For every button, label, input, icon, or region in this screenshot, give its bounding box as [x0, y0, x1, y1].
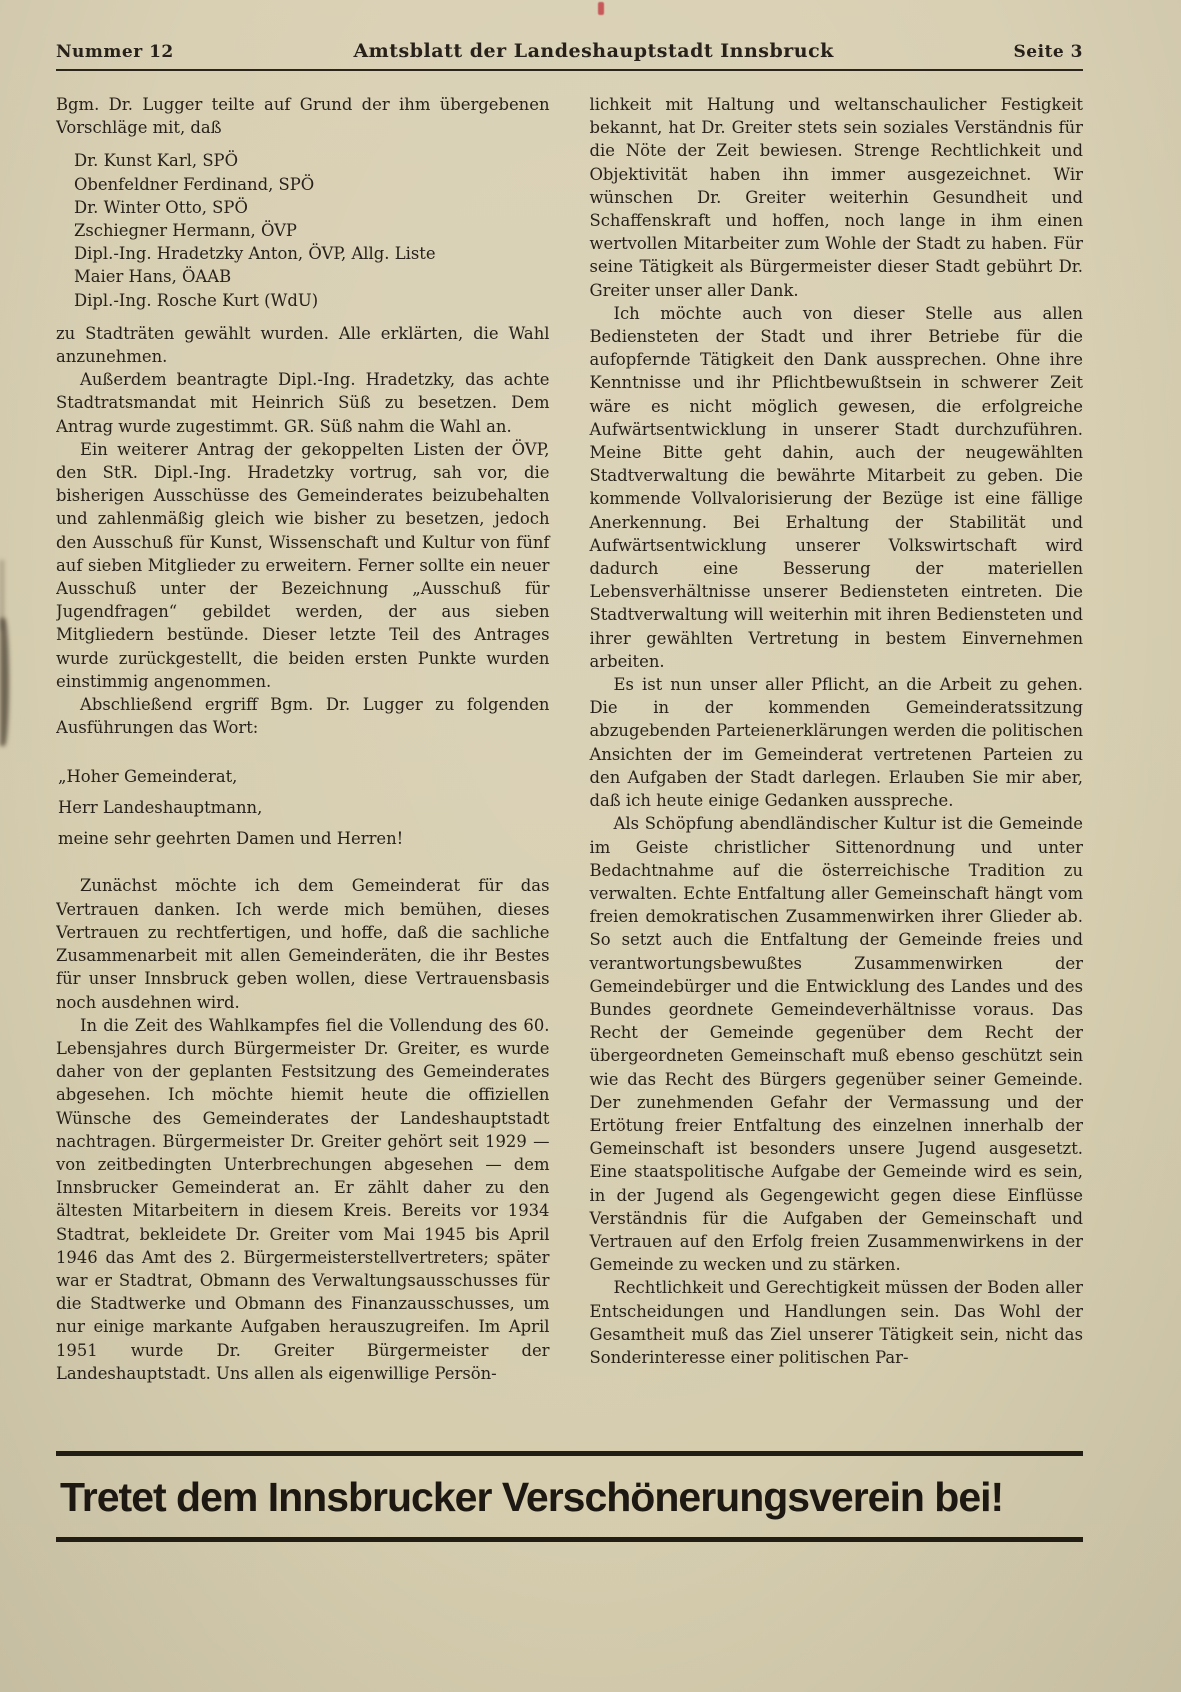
text-line: „Hoher Gemeinderat, — [58, 767, 238, 787]
text-line: Obenfeldner Ferdinand, SPÖ — [74, 174, 315, 194]
paragraph: Als Schöpfung abendländischer Kultur ist die Gemeinde im Geiste christlicher Sittenordnung und unter Bedachtnahme auf die österreichische Tradition zu verwalten. Echte Entfaltung aller Gemeinschaft hängt vom freien demokratischen Zusammenwirken ihrer Glieder ab. So setzt auch die Entfaltung der Gemeinde freies und verantwortungsbewußtes Zusammenwirken der Gemeindebürger und die Entwicklung des Landes und des Bundes geordnete Gemeindeverhältnisse voraus. Das Recht der Gemeinde gegenüber dem Recht der übergeordneten Gemeinschaft muß ebenso geschützt sein wie das Recht des Bürgers gegenüber seiner Gemeinde. Der zunehmenden Gefahr der Vermassung und der Ertötung freier Entfaltung des einzelnen innerhalb der Gemeinschaft ist besonders unsere Jugend ausgesetzt. Eine staatspolitische Aufgabe der Gemeinde wird es sein, in der Jugend als Gegengewicht gegen diese Einflüsse Verständnis für die Aufgaben der Gemeinschaft und Vertrauen auf den Erfolg freien Zusammenwirkens in der Gemeinde zu wecken und zu stärken. — [589, 814, 1083, 1275]
paragraph: In die Zeit des Wahlkampfes fiel die Vollendung des 60. Lebensjahres durch Bürgermeister Dr. Greiter, es wurde daher von der geplanten Festsitzung des Gemeinderates abgesehen. Ich möchte hiemit heute die offiziellen Wünsche des Gemeinderates der Landeshauptstadt nachtragen. Bürgermeister Dr. Greiter gehört seit 1929 — von zeitbedingten Unterbrechungen abgesehen — dem Innsbrucker Gemeinderat an. Er zählt daher zu den ältesten Mitarbeitern in diesem Kreis. Bereits vor 1934 Stadtrat, bekleidete Dr. Greiter vom Mai 1945 bis April 1946 das Amt des 2. Bürgermeisterstellvertreters; später war er Stadtrat, Obmann des Verwaltungsausschusses für die Stadtwerke und Obmann des Finanzausschusses, um nur einige markante Aufgaben herauszugreifen. Im April 1951 wurde Dr. Greiter Bürgermeister der Landeshauptstadt. Uns allen als eigenwillige Persön- — [56, 1015, 550, 1383]
banner-rule-bottom — [56, 1537, 1083, 1542]
column-left — [56, 93, 550, 1423]
text-line: Dr. Kunst Karl, SPÖ — [74, 151, 239, 171]
paragraph: lichkeit mit Haltung und weltanschaulicher Festigkeit bekannt, hat Dr. Greiter stets sein soziales Verständnis für die Nöte der Zeit bewiesen. Strenge Rechtlichkeit und Objektivität haben ihn immer ausgezeichnet. Wir wünschen Dr. Greiter weiterhin Gesundheit und Schaffenskraft und hoffen, noch lange in ihm einen wertvollen Mitarbeiter zum Wohle der Stadt zu haben. Für seine Tätigkeit als Bürgermeister dieser Stadt gebührt Dr. Greiter unser aller Dank. — [589, 95, 1083, 300]
text-line: Maier Hans, ÖAAB — [74, 267, 232, 287]
banner-section — [56, 1451, 1083, 1542]
paragraph: Rechtlichkeit und Gerechtigkeit müssen der Boden aller Entscheidungen und Handlungen sein. Das Wohl der Gesamtheit muß das Ziel unserer Tätigkeit sein, nicht das Sonderinteresse einer politischen Par- — [589, 1278, 1083, 1367]
paragraph: Ich möchte auch von dieser Stelle aus allen Bediensteten der Stadt und ihrer Betriebe für die aufopfernde Tätigkeit den Dank aussprechen. Ohne ihre Kenntnisse und ihr Pflichtbewußtsein in schwerer Zeit wäre es nicht möglich gewesen, die erfolgreiche Aufwärtsentwicklung in unserer Stadt durchzuführen. Meine Bitte geht dahin, auch der neugewählten Stadtverwaltung die bewährte Mitarbeit zu geben. Die kommende Vollvalorisierung der Bezüge ist eine fällige Anerkennung. Bei Erhaltung der Stabilität und Aufwärtsentwicklung unserer Volkswirtschaft wird dadurch eine Besserung der materiellen Lebensverhältnisse unserer Bediensteten eintreten. Die Stadtverwaltung will weiterhin mit ihren Bediensteten und ihrer gewählten Vertretung in bestem Einvernehmen arbeiten. — [589, 303, 1083, 671]
scan-artifact-edge-smudge — [0, 618, 9, 746]
paragraph: zu Stadträten gewählt wurden. Alle erklärten, die Wahl anzunehmen. — [56, 323, 550, 367]
text-line: Dr. Winter Otto, SPÖ — [74, 197, 248, 217]
publication-title: Amtsblatt der Landeshauptstadt Innsbruck — [353, 40, 834, 62]
text-line: Dipl.-Ing. Hradetzky Anton, ÖVP, Allg. Liste — [74, 244, 436, 264]
paragraph: Außerdem beantragte Dipl.-Ing. Hradetzky, das achte Stadtratsmandat mit Heinrich Süß zu besetzen. Dem Antrag wurde zugestimmt. GR. Süß nahm die Wahl an. — [56, 370, 550, 436]
elected-names-list — [74, 149, 550, 311]
page-number: Seite 3 — [1013, 42, 1083, 62]
scan-artifact-red-mark — [598, 2, 604, 15]
salutation-block — [58, 761, 550, 854]
banner-headline: Tretet dem Innsbrucker Verschönerungsverein bei! — [60, 1474, 1004, 1520]
scan-artifact-edge-shadow — [0, 560, 4, 630]
paragraph: Bgm. Dr. Lugger teilte auf Grund der ihm übergebenen Vorschläge mit, daß — [56, 95, 550, 138]
column-right — [590, 93, 1084, 1423]
paragraph: Abschließend ergriff Bgm. Dr. Lugger zu folgenden Ausführungen das Wort: — [56, 695, 550, 738]
text-line: Herr Landeshauptmann, — [58, 798, 263, 818]
paragraph: Ein weiterer Antrag der gekoppelten Listen der ÖVP, den StR. Dipl.-Ing. Hradetzky vortrug, sah vor, die bisherigen Ausschüsse des Gemeinderates beizubehalten und zahlenmäßig gleich wie bisher zu besetzen, jedoch den Ausschuß für Kunst, Wissenschaft und Kultur von fünf auf sieben Mitglieder zu erweitern. Ferner sollte ein neuer Ausschuß unter der Bezeichnung „Ausschuß für Jugendfragen“ gebildet werden, der aus sieben Mitgliedern bestünde. Dieser letzte Teil des Antrages wurde zurückgestellt, die beiden ersten Punkte wurden einstimmig angenommen. — [56, 439, 550, 691]
page-header — [56, 40, 1083, 71]
issue-number: Nummer 12 — [56, 42, 174, 62]
paragraph: Zunächst möchte ich dem Gemeinderat für das Vertrauen danken. Ich werde mich bemühen, dieses Vertrauen zu rechtfertigen, und hoffe, daß die sachliche Zusammenarbeit mit allen Gemeinderäten, die ihr Bestes für unser Innsbruck geben wollen, diese Vertrauensbasis noch ausdehnen wird. — [56, 876, 550, 1012]
paragraph: Es ist nun unser aller Pflicht, an die Arbeit zu gehen. Die in der kommenden Gemeinderatssitzung abzugebenden Parteienerklärungen werden die politischen Ansichten der im Gemeinderat vertretenen Parteien zu den Aufgaben der Stadt darlegen. Erlauben Sie mir aber, daß ich heute einige Gedanken ausspreche. — [589, 675, 1083, 811]
article-body — [56, 93, 1083, 1423]
text-line: Dipl.-Ing. Rosche Kurt (WdU) — [74, 290, 319, 310]
text-line: meine sehr geehrten Damen und Herren! — [58, 829, 404, 849]
text-line: Zschiegner Hermann, ÖVP — [74, 221, 297, 241]
